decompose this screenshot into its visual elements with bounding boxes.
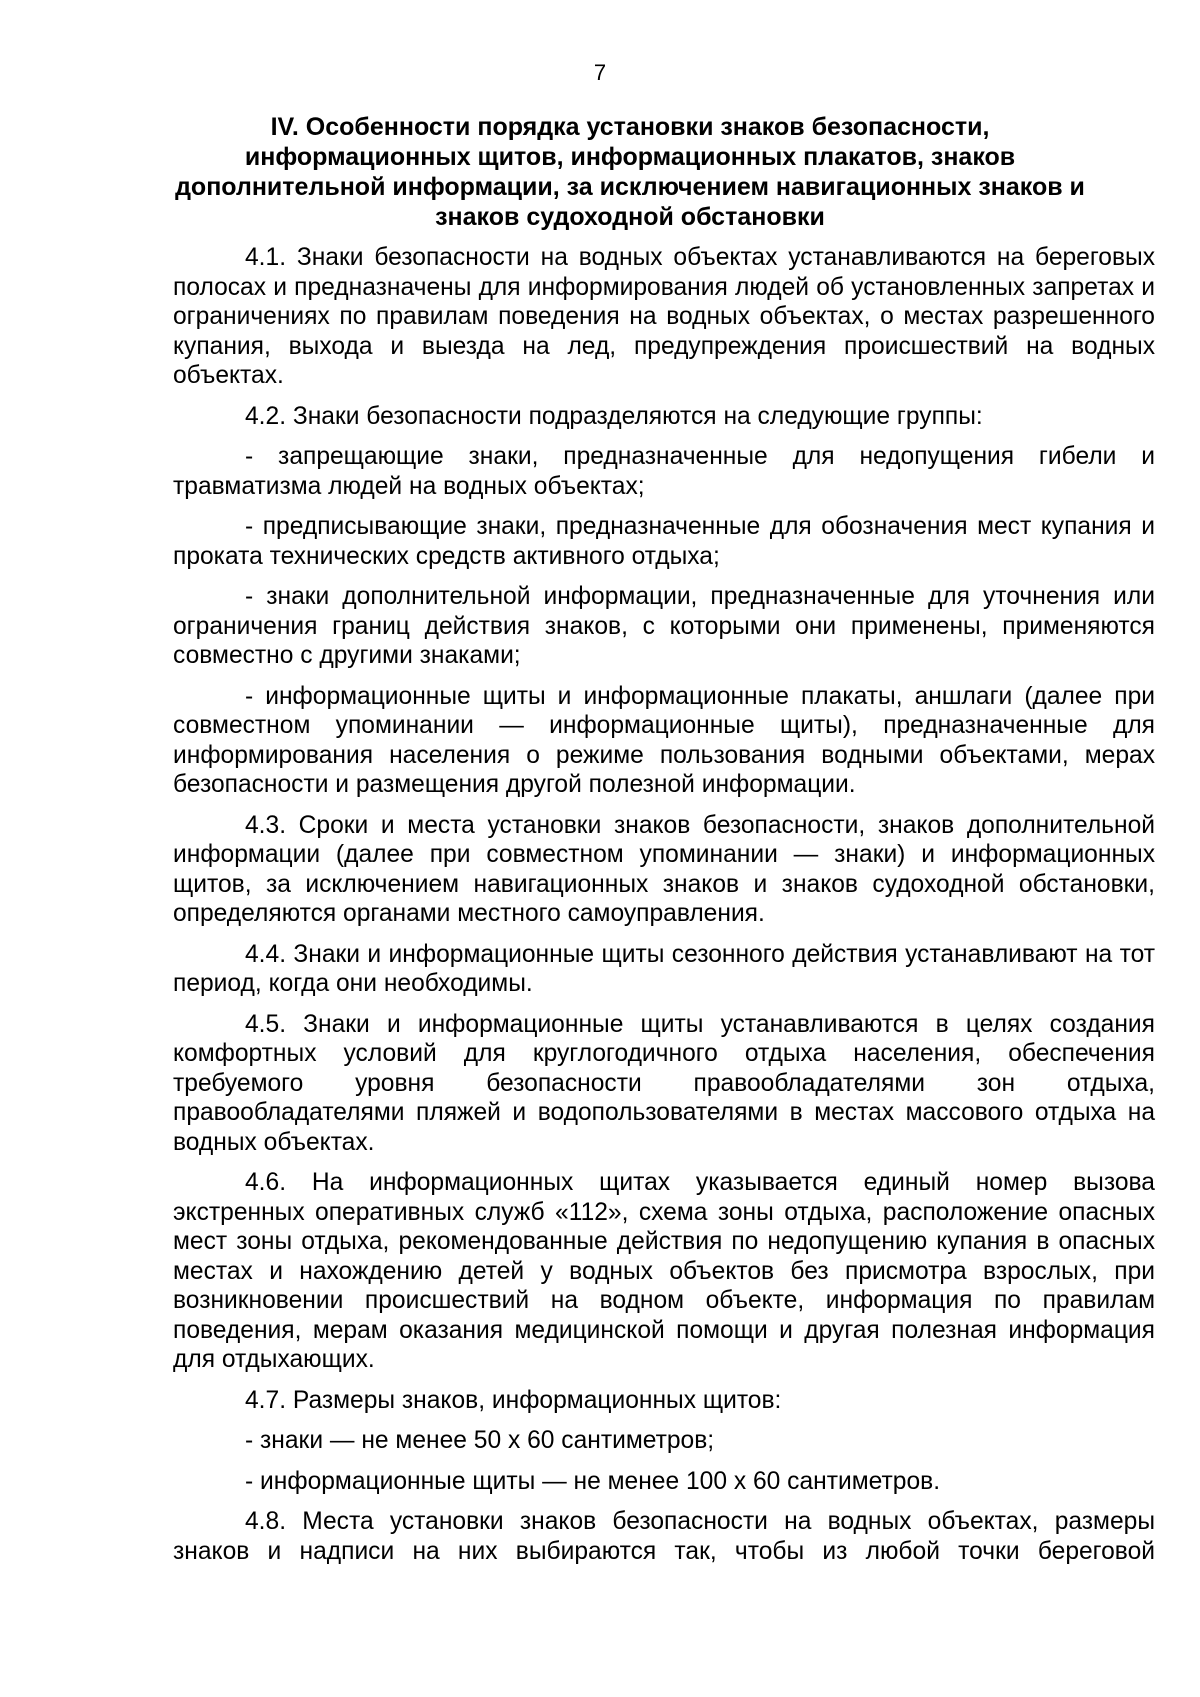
heading-line: знаков судоходной обстановки [435, 203, 825, 231]
list-item-board-size: - информационные щиты — не менее 100 х 60 сантиметров. [245, 1467, 941, 1495]
list-item-prescriptive-signs: - предписывающие знаки, предназначенные для обозначения мест купания и проката технических средств активного отдыха; [173, 513, 1155, 570]
section-heading [160, 112, 1100, 232]
paragraph-4-5: 4.5. Знаки и информационные щиты устанавливаются в целях создания комфортных условий для круглогодичного отдыха населения, обеспечения требуемого уровня безопасности правообладателями зон отдыха, правообладателями пляжей и водопользователями в местах массового отдыха на водных объектах. [173, 1010, 1155, 1156]
paragraph-4-4: 4.4. Знаки и информационные щиты сезонного действия устанавливают на тот период, когда они необходимы. [173, 940, 1155, 997]
heading-line: дополнительной информации, за исключением навигационных знаков и [175, 173, 1085, 201]
paragraph-4-2: 4.2. Знаки безопасности подразделяются на следующие группы: [245, 402, 983, 430]
paragraph-4-7: 4.7. Размеры знаков, информационных щитов: [245, 1386, 782, 1414]
page-number: 7 [593, 60, 607, 85]
paragraph-4-6: 4.6. На информационных щитах указывается единый номер вызова экстренных оперативных служб «112», схема зоны отдыха, расположение опасных мест зоны отдыха, рекомендованные действия по недопущению купания в опасных местах и нахождению детей у водных объектов без присмотра взрослых, при возникновении происшествий на водном объекте, информация по правилам поведения, мерам оказания медицинской помощи и другая полезная информация для отдыхающих. [173, 1169, 1155, 1373]
list-item-additional-info-signs: - знаки дополнительной информации, предназначенные для уточнения или ограничения границ действия знаков, с которыми они применены, применяются совместно с другими знаками; [173, 583, 1155, 669]
paragraph-4-3: 4.3. Сроки и места установки знаков безопасности, знаков дополнительной информации (далее при совместном упоминании — знаки) и информационных щитов, за исключением навигационных знаков и знаков судоходной обстановки, определяются органами местного самоуправления. [173, 811, 1155, 927]
list-item-prohibiting-signs: - запрещающие знаки, предназначенные для недопущения гибели и травматизма людей на водных объектах; [173, 443, 1155, 500]
document-body [173, 243, 1155, 1577]
heading-line: IV. Особенности порядка установки знаков безопасности, [270, 113, 990, 141]
paragraph-4-8: 4.8. Места установки знаков безопасности на водных объектах, размеры знаков и надписи на них выбираются так, чтобы из любой точки береговой [173, 1508, 1155, 1565]
list-item-sign-size: - знаки — не менее 50 х 60 сантиметров; [245, 1427, 715, 1454]
heading-line: информационных щитов, информационных плакатов, знаков [244, 143, 1016, 171]
list-item-information-boards: - информационные щиты и информационные плакаты, аншлаги (далее при совместном упоминании — информационные щиты), предназначенные для информирования населения о режиме пользования водными объектами, мерах безопасности и размещения другой полезной информации. [173, 682, 1155, 798]
paragraph-4-1: 4.1. Знаки безопасности на водных объектах устанавливаются на береговых полосах и предназначены для информирования людей об установленных запретах и ограничениях по правилам поведения на водных объектах, о местах разрешенного купания, выхода и выезда на лед, предупреждения происшествий на водных объектах. [173, 244, 1155, 389]
